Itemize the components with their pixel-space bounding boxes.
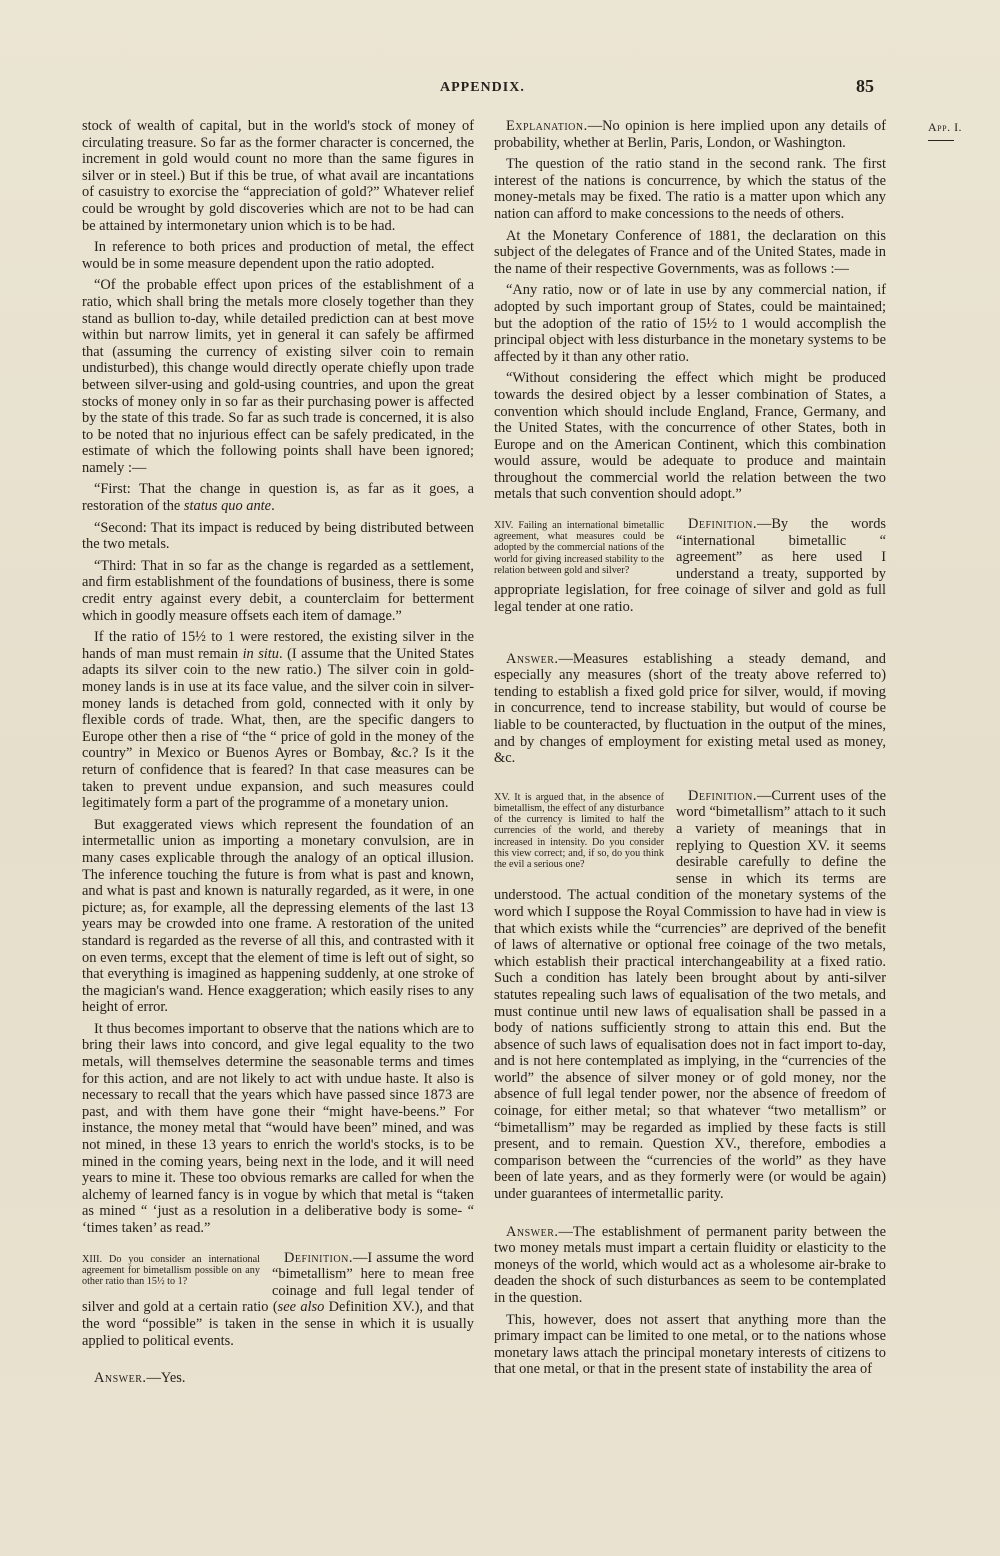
page-number: 85 <box>856 76 874 96</box>
definition-label: Definition. <box>688 787 757 804</box>
answer-xv <box>494 1224 886 1307</box>
explanation-label: Explanation. <box>506 118 588 134</box>
running-header <box>0 76 1000 104</box>
paragraph <box>82 629 474 812</box>
paragraph: At the Monetary Conference of 1881, the declaration on this subject of the delegates of France and of the United States, made in the name of their respective Governments, was as follows :— <box>494 227 886 277</box>
question-xiii: XIII. Do you consider an international agreement for bimetallism possible on any other ratio than 15½ to 1? <box>82 1253 260 1287</box>
text-run: —By the words “international bimetallic “ agreement” as here used I understand a treaty, supported by appropriate legislation, for free coinage of silver and gold as full legal tender at one ratio. <box>494 516 886 616</box>
answer-xiv <box>494 651 886 767</box>
paragraph: “Second: That its impact is reduced by being distributed between the two metals. <box>82 519 474 553</box>
answer-xiii <box>82 1370 474 1387</box>
text-run: —Current uses of the word “bimetallism” attach to it such a variety of meanings that in replying to Question XV. it seems desirable carefully to define the sense in which its terms are understood. The actual condition of the monetary systems of the word which I suppose the Royal Commission to have had in view is that which exists while the “currencies” are deprived of the benefit of laws of alternative or optional free coinage of the two metals, which establish their practical interchangeability at a fixed ratio. Such a condition has lately been brought about by anti-silver statutes repealing such laws of equalisation of the two metals, and must continue until new laws of equalisation shall be passed in a body of nations sufficiently strong to attain this end. But the absence of such laws of equalisation does not in fact import to-day, and is not here contemplated as implying, in the “currencies of the world” the absence of silver money or of gold money, nor the absence of full legal tender power, nor the absence of freedom of coinage, for either metal; so that whatever “two metallism” or “bimetallism” may be regarded as implied by these facts is still present, and to remain. Question XV., therefore, embodies a comparison between the “currencies of the world” as they have been of late years, and as they formerly were (or would be again) under guarantees of intermetallic parity. <box>494 787 886 1203</box>
paragraph <box>82 481 474 514</box>
text-run: —No opinion is here implied upon any details of probability, whether at Berlin, Paris, London, or Washington. <box>494 118 886 151</box>
italic-phrase: in situ <box>242 645 280 662</box>
spacer <box>494 621 886 651</box>
running-title: APPENDIX. <box>440 80 525 95</box>
question-xv: XV. It is argued that, in the absence of bimetallism, the effect of any disturbance of the currency is limited to half the currencies of the world, and thereby increased in intensity. Do you consider this view correct; and, if so, do you think the evil a serious one? <box>494 791 664 870</box>
spacer <box>82 1242 474 1250</box>
definition-label: Definition. <box>284 1249 353 1266</box>
definition-label: Definition. <box>688 516 757 533</box>
spacer <box>494 1208 886 1224</box>
spacer <box>494 772 886 788</box>
italic-phrase: see also <box>277 1299 325 1316</box>
paragraph: This, however, does not assert that anything more than the primary impact can be limited to one metal, or to the nations whose monetary laws attach the principal monetary interests of citizens to that one metal, or that in the present state of instability the area of <box>494 1311 886 1378</box>
paragraph: It thus becomes important to observe that the nations which are to bring their laws into concord, and give legal equality to the two metals, will themselves determine the seasonable terms and times for this action, and are not likely to act with undue haste. It also is necessary to recall that the years which have passed since 1873 are past, and with them have gone their “might have-beens.” For instance, the money metal that “would have been” mined, and was not mined, in these 13 years to enrich the world's stocks, is to be mined in the coming years, being next in the lode, and it will need years to mine it. These too obvious remarks are called for when the alchemy of learned fancy is in vogue by which that metal is “taken as mined “ ‘just as a resolution in a deliberative body is some- “ ‘times taken’ as read.” <box>82 1020 474 1236</box>
answer-label: Answer. <box>506 1223 559 1240</box>
italic-phrase: status quo ante <box>183 498 272 515</box>
explanation <box>494 118 886 151</box>
text-run: “First: That the change in question is, as far as it goes, a restoration of the <box>82 481 474 515</box>
paragraph: stock of wealth of capital, but in the world's stock of money of circulating treasure. So far as the former character is concerned, the increment in gold would count no more than the same figures in silver or in steel.) But if this be true, of what avail are incantations of casuistry to exorcise the “appreciation of gold?” Whatever relief could be wrought by gold discoveries which are not to be had can be attained by intermonetary union which is to be had. <box>82 118 474 234</box>
margin-note: App. I. <box>928 120 963 134</box>
right-column <box>494 118 886 1383</box>
paragraph: “Of the probable effect upon prices of the establishment of a ratio, which shall bring the metals more closely together than they stand as bullion to-day, while detailed prediction can at best move within but narrow limits, yet in general it can safely be affirmed that (assuming the currency of existing silver coin to remain undisturbed), this change would directly operate chiefly upon trade between silver-using and gold-using countries, and upon the great stocks of money only in so far as their purchasing power is affected by the state of this trade. So far as such trade is concerned, it is also to be noted that no injurious effect can be safely predicated, in the estimate of which the following points shall have been ignored; namely :— <box>82 277 474 476</box>
text-run: Definition XV.), and that the word “possible” is taken in the sense in which it is usually applied to political events. <box>82 1299 474 1349</box>
question-xiv: XIV. Failing an international bimetallic agreement, what measures could be adopted by the commercial nations of the world for giving increased stability to the relation between gold and silver? <box>494 520 664 576</box>
paragraph: The question of the ratio stand in the second rank. The first interest of the nations is concurrence, by which the status of the money-metals may be fixed. The ratio is a matter upon which any nation can afford to make concessions to the needs of others. <box>494 156 886 222</box>
paragraph: In reference to both prices and production of metal, the effect would be in some measure dependent upon the ratio adopted. <box>82 239 474 272</box>
text-run: . <box>271 498 275 515</box>
text-run: —Measures establishing a steady demand, and especially any measures (short of the treaty above referred to) tending to establish a fixed gold price for silver, would, if moving in concurrence, tend to increase stability, but would of course be liable to be counteracted, by fluctuation in the output of the mines, and by changes of employment for existing metal used as money, &c. <box>494 650 886 767</box>
answer-label: Answer. <box>506 650 559 667</box>
paragraph: “Third: That in so far as the change is regarded as a settlement, and firm establishment of the foundations of business, there is some credit entry against every debit, a counterclaim for betterment which in goodly measure offsets each item of damage.” <box>82 557 474 624</box>
text-run: —Yes. <box>146 1370 186 1387</box>
spacer <box>494 508 886 516</box>
paragraph: But exaggerated views which represent the foundation of an intermetallic union as importing a monetary convulsion, are in many cases explicable through the analogy of an optical illusion. The inference touching the future is from what is past and known, and what is past and known is naturally regarded, as it were, in one picture; as, for example, all the depressing elements of the last 13 years may be crowded into one frame. A restoration of the united standard is regarded as the reverse of all this, and contrasted with it on even terms, except that the element of time is left out of sight, so that everything is imagined as happening suddenly, at one stroke of the magician's wand. Hence exaggeration; which easily rises to any height of error. <box>82 816 474 1016</box>
paragraph: “Without considering the effect which might be produced towards the desired object by a lesser combination of States, a convention which should include England, France, Germany, and the United States, with the concurrence of other States, both in Europe and on the American Continent, which this combination would assure, would be adequate to produce and maintain throughout the commercial world the relation between the two metals that such convention should adopt.” <box>494 370 886 503</box>
answer-label: Answer. <box>94 1370 147 1387</box>
margin-rule <box>928 140 954 141</box>
left-column <box>82 118 474 1392</box>
text-run: . (I assume that the United States adapts its silver coin to the new ratio.) The silver coin in gold-money lands is in use at its face value, and the silver coin in silver-money lands is detached from gold, connected with it only by flexible cords of trade. What, then, are the specific dangers to Europe other then a rise of “the “ price of gold in the money of the country” in Mexico or Buenos Ayres or Bombay, &c.? Is it the return of confidence that is feared? In that case measures can be taken to prevent undue expansion, and such measures could legitimately form a part of the programme of a monetary union. <box>82 645 474 812</box>
text-run: —I assume the word “bimetallism” here to mean free coinage and full legal tender of silver and gold at a certain ratio ( <box>82 1249 474 1316</box>
spacer <box>82 1354 474 1370</box>
paragraph: “Any ratio, now or of late in use by any commercial nation, if adopted by such important group of States, could be maintained; but the adoption of the ratio of 15½ to 1 would accomplish the principal object with less disturbance in the monetary systems to be affected by it than any other ratio. <box>494 282 886 365</box>
text-run: If the ratio of 15½ to 1 were restored, the existing silver in the hands of man must remain <box>82 629 474 662</box>
text-run: —The establishment of permanent parity between the two money metals must impart a certain fluidity or elasticity to the moneys of the world, which would act as a wholesome air-brake to deaden the shock of such disturbances as seem to be contemplated in the question. <box>494 1223 886 1306</box>
